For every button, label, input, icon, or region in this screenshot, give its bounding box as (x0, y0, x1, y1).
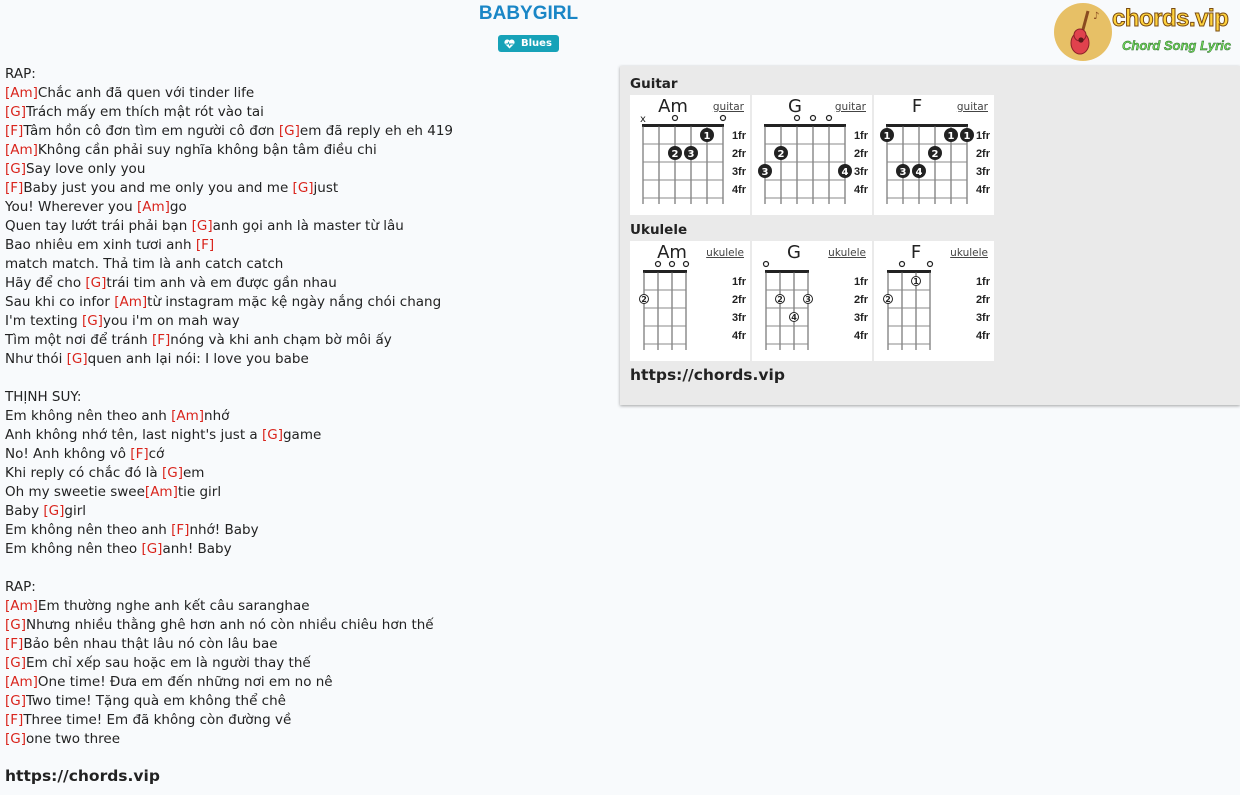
lyric-text: trái tim anh và em được gần nhau (106, 275, 337, 291)
ukulele-heading: Ukulele (630, 222, 688, 238)
lyric-text: No! Anh không vô (5, 446, 131, 462)
fret-label: 1fr (853, 130, 868, 142)
chord-name: G (788, 96, 802, 117)
lyric-line (5, 673, 605, 692)
finger-dot (912, 277, 921, 287)
lyric-line (5, 122, 605, 141)
lyric-text: Em không nên theo (5, 541, 142, 557)
guitar-icon (1054, 3, 1112, 61)
finger-number: 2 (777, 149, 785, 160)
lyric-line (5, 426, 605, 445)
lyric-line (5, 179, 605, 198)
lyric-line (5, 597, 605, 616)
fret-label: 3fr (853, 166, 868, 178)
lyric-text: Như thói (5, 351, 67, 367)
nut (643, 270, 687, 273)
finger-dot (759, 165, 772, 179)
lyric-line (5, 540, 605, 559)
lyric-text: Sau khi co infor (5, 294, 115, 310)
lyric-text: Hãy để cho (5, 275, 86, 291)
lyric-text: Bao nhiêu em xinh tươi anh (5, 237, 196, 253)
finger-number: 4 (791, 313, 797, 322)
lyric-text: Nhưng nhiều thằng ghê hơn anh nó còn nhiều chiêu hơn thế (26, 617, 434, 633)
lyric-text: Chắc anh đã quen với tinder life (37, 85, 255, 101)
lyric-line (5, 559, 605, 578)
guitar-chord-card-f[interactable] (874, 95, 994, 215)
fret-label: 2fr (731, 148, 746, 160)
finger-number: 2 (885, 295, 891, 304)
chord-link[interactable]: [G] (5, 693, 26, 709)
lyric-line (5, 578, 605, 597)
lyric-line (5, 464, 605, 483)
genre-badge[interactable] (498, 35, 559, 52)
finger-dot (685, 147, 698, 161)
finger-dot (961, 129, 974, 143)
lyric-text: you i'm on mah way (102, 313, 240, 329)
lyric-text: Oh my sweetie swee (5, 484, 145, 500)
lyric-text: Baby just you and me only you and me (23, 180, 293, 196)
lyric-text: You! Wherever you (5, 199, 137, 215)
finger-number: 1 (913, 277, 919, 286)
lyric-line (5, 521, 605, 540)
chord-link[interactable]: [Am] (5, 674, 38, 690)
lyric-text: THỊNH SUY: (5, 389, 82, 405)
chord-link[interactable]: [G] (161, 465, 183, 481)
lyric-text: match match. Thả tim là anh catch catch (5, 256, 284, 272)
fret-label: 1fr (975, 130, 990, 142)
chord-link[interactable]: [G] (5, 617, 26, 633)
lyric-text: Khi reply có chắc đó là (5, 465, 162, 481)
nut (886, 124, 968, 127)
fret-label: 4fr (853, 184, 868, 196)
chord-link[interactable]: [F] (5, 123, 24, 139)
lyric-text: RAP: (5, 579, 36, 595)
finger-number: 3 (761, 167, 769, 178)
fret-label: 2fr (975, 148, 990, 160)
lyric-text: Anh không nhớ tên, last night's just a (5, 427, 262, 443)
chord-link[interactable]: [F] (130, 446, 149, 462)
chord-link[interactable]: [F] (5, 712, 24, 728)
logo-tagline: Chord Song Lyric (1122, 38, 1232, 53)
logo-badge (1054, 3, 1112, 61)
ukulele-link[interactable]: ukulele (950, 247, 988, 259)
guitar-chord-card-g[interactable] (752, 95, 872, 215)
lyric-text: Em chỉ xếp sau hoặc em là người thay thế (26, 655, 311, 671)
finger-number: 1 (963, 131, 971, 142)
chord-link[interactable]: [G] (261, 427, 283, 443)
fret-label: 2fr (853, 148, 868, 160)
lyric-line (5, 502, 605, 521)
finger-dot (701, 129, 714, 143)
lyric-line (5, 711, 605, 730)
chord-link[interactable]: [Am] (114, 294, 148, 310)
lyrics-body (5, 65, 605, 749)
chord-name: F (911, 96, 923, 117)
lyric-line (5, 217, 605, 236)
lyric-text: girl (64, 503, 87, 519)
lyric-text: Em không nên theo anh (5, 408, 172, 424)
finger-number: 2 (671, 149, 679, 160)
fret-label: 1fr (731, 130, 746, 142)
nut (887, 270, 931, 273)
lyric-text: One time! Đưa em đến những nơi em no nê (37, 674, 333, 690)
finger-number: 2 (931, 149, 939, 160)
fret-label: 3fr (975, 166, 990, 178)
lyric-line (5, 293, 605, 312)
fret-label: 2fr (853, 294, 868, 306)
lyric-text: just (313, 180, 339, 196)
guitar-heading: Guitar (630, 76, 678, 92)
chord-link[interactable]: [F] (195, 237, 215, 253)
lyric-text: go (169, 199, 187, 215)
lyric-text: Say love only you (26, 161, 146, 177)
finger-dot (929, 147, 942, 161)
chord-link[interactable]: [G] (81, 313, 103, 329)
lyric-line (5, 445, 605, 464)
lyric-line (5, 274, 605, 293)
fret-label: 1fr (975, 276, 990, 288)
nut (765, 270, 809, 273)
chord-link[interactable]: [G] (5, 104, 26, 120)
lyric-line (5, 236, 605, 255)
finger-number: 3 (805, 295, 811, 304)
fret-label: 3fr (975, 312, 990, 324)
lyric-line (5, 730, 605, 749)
chord-link[interactable]: [G] (5, 161, 26, 177)
fret-label: 4fr (975, 184, 990, 196)
guitar-link[interactable]: guitar (956, 101, 988, 113)
lyric-text: nhớ (204, 408, 230, 424)
genre-label: Blues (521, 38, 552, 49)
lyric-text: RAP: (5, 66, 36, 82)
lyric-text: nóng và khi anh chạm bờ môi ấy (170, 332, 392, 348)
chord-link[interactable]: [Am] (136, 199, 170, 215)
fret-label: 2fr (731, 294, 746, 306)
lyric-text: Tìm một nơi để tránh (5, 332, 152, 348)
lyric-line (5, 407, 605, 426)
guitar-link[interactable]: guitar (834, 101, 866, 113)
lyric-text: Quen tay lướt trái phải bạn (5, 218, 192, 234)
ukulele-chord-card-f[interactable] (874, 241, 994, 361)
lyric-line (5, 483, 605, 502)
chord-link[interactable]: [Am] (144, 484, 178, 500)
panel-link[interactable]: https://chords.vip (630, 366, 785, 384)
chord-link[interactable]: [G] (43, 503, 65, 519)
fret-label: 3fr (853, 312, 868, 324)
lyric-text: nhớ! Baby (189, 522, 259, 538)
chord-link[interactable]: [Am] (171, 408, 205, 424)
finger-dot (776, 295, 785, 305)
chord-name: F (910, 242, 922, 263)
chord-link[interactable]: [G] (278, 123, 300, 139)
finger-number: 3 (899, 167, 907, 178)
finger-number: 2 (641, 295, 647, 304)
finger-dot (640, 295, 649, 305)
footer-link[interactable]: https://chords.vip (5, 767, 160, 785)
lyric-text: one two three (26, 731, 121, 747)
svg-text:♪: ♪ (1093, 11, 1100, 22)
lyric-text: Em không nên theo anh (5, 522, 172, 538)
fret-label: 1fr (853, 276, 868, 288)
chord-link[interactable]: [G] (191, 218, 213, 234)
finger-dot (804, 295, 813, 305)
chord-link[interactable]: [F] (5, 180, 24, 196)
guitar-link[interactable]: guitar (712, 101, 744, 113)
lyric-text: anh! Baby (162, 541, 232, 557)
lyric-line (5, 331, 605, 350)
lyric-line (5, 65, 605, 84)
finger-dot (669, 147, 682, 161)
lyric-text: cớ (148, 446, 165, 462)
chord-name: G (787, 242, 801, 263)
lyric-line (5, 616, 605, 635)
finger-dot (790, 313, 799, 323)
finger-dot (839, 165, 852, 179)
lyric-text: Em thường nghe anh kết câu saranghae (37, 598, 310, 614)
finger-dot (913, 165, 926, 179)
lyric-line (5, 198, 605, 217)
lyric-line (5, 312, 605, 331)
finger-number: 3 (687, 149, 695, 160)
lyric-text: Không cần phải suy nghĩa không bận tâm điều chi (37, 142, 377, 158)
fret-label: 3fr (731, 166, 746, 178)
finger-dot (884, 295, 893, 305)
finger-number: 2 (777, 295, 783, 304)
lyric-text: anh gọi anh là master từ lâu (212, 218, 404, 234)
chord-link[interactable]: [G] (85, 275, 107, 291)
finger-number: 4 (841, 167, 849, 178)
heart-pulse-icon (504, 39, 515, 49)
muted-string-marker: x (640, 114, 646, 125)
finger-dot (881, 129, 894, 143)
finger-dot (897, 165, 910, 179)
lyric-text: Baby (5, 503, 44, 519)
finger-number: 1 (883, 131, 891, 142)
fret-label: 4fr (731, 184, 746, 196)
chord-link[interactable]: [Am] (5, 85, 38, 101)
fret-label: 1fr (731, 276, 746, 288)
chord-link[interactable]: [G] (5, 731, 26, 747)
lyric-line (5, 350, 605, 369)
finger-number: 1 (947, 131, 955, 142)
lyric-line (5, 388, 605, 407)
chord-link[interactable]: [F] (171, 522, 190, 538)
finger-number: 1 (703, 131, 711, 142)
finger-number: 4 (915, 167, 923, 178)
fret-label: 4fr (975, 330, 990, 342)
lyric-line (5, 635, 605, 654)
chord-name: Am (658, 96, 688, 117)
ukulele-link[interactable]: ukulele (706, 247, 744, 259)
lyric-line (5, 84, 605, 103)
lyric-line (5, 369, 605, 388)
chord-link[interactable]: [F] (151, 332, 171, 348)
lyric-text: Tâm hồn cô đơn tìm em người cô đơn (23, 123, 279, 139)
nut (642, 124, 724, 127)
chord-link[interactable]: [G] (66, 351, 88, 367)
chord-link[interactable]: [F] (5, 636, 24, 652)
fret-label: 3fr (731, 312, 746, 324)
site-logo[interactable] (1054, 3, 1234, 63)
nut (764, 124, 846, 127)
lyric-text: em (182, 465, 205, 481)
lyric-line (5, 692, 605, 711)
lyric-text: Two time! Tặng quà em không thể chê (26, 693, 286, 709)
lyric-text: từ instagram mặc kệ ngày nắng chói chang (147, 294, 442, 310)
guitar-chord-card-am[interactable] (630, 95, 750, 215)
lyric-text: quen anh lại nói: I love you babe (87, 351, 309, 367)
chord-link[interactable]: [G] (141, 541, 163, 557)
lyric-text: Bảo bên nhau thật lâu nó còn lâu bae (23, 636, 278, 652)
chord-link[interactable]: [G] (5, 655, 26, 671)
chords-panel (620, 66, 1240, 405)
ukulele-link[interactable]: ukulele (828, 247, 866, 259)
finger-dot (945, 129, 958, 143)
fret-label: 2fr (975, 294, 990, 306)
lyric-line (5, 141, 605, 160)
fret-label: 4fr (731, 330, 746, 342)
lyric-text: Trách mấy em thích mật rót vào tai (26, 104, 264, 120)
lyric-line (5, 103, 605, 122)
lyric-line (5, 654, 605, 673)
lyric-line (5, 255, 605, 274)
chord-link[interactable]: [Am] (5, 598, 38, 614)
song-title: BABYGIRL (478, 3, 579, 24)
finger-dot (775, 147, 788, 161)
lyric-text: em đã reply eh eh 419 (299, 123, 454, 139)
chord-name: Am (657, 242, 687, 263)
chord-link[interactable]: [G] (292, 180, 314, 196)
lyric-line (5, 160, 605, 179)
ukulele-chord-card-g[interactable] (752, 241, 872, 361)
chord-link[interactable]: [Am] (5, 142, 38, 158)
fret-label: 4fr (853, 330, 868, 342)
lyric-text: I'm texting (5, 313, 82, 329)
lyric-text: game (282, 427, 322, 443)
lyric-text: Three time! Em đã không còn đường về (23, 712, 292, 728)
ukulele-chord-card-am[interactable] (630, 241, 750, 361)
logo-brand: chords.vip (1112, 5, 1229, 32)
lyric-text: tie girl (177, 484, 222, 500)
